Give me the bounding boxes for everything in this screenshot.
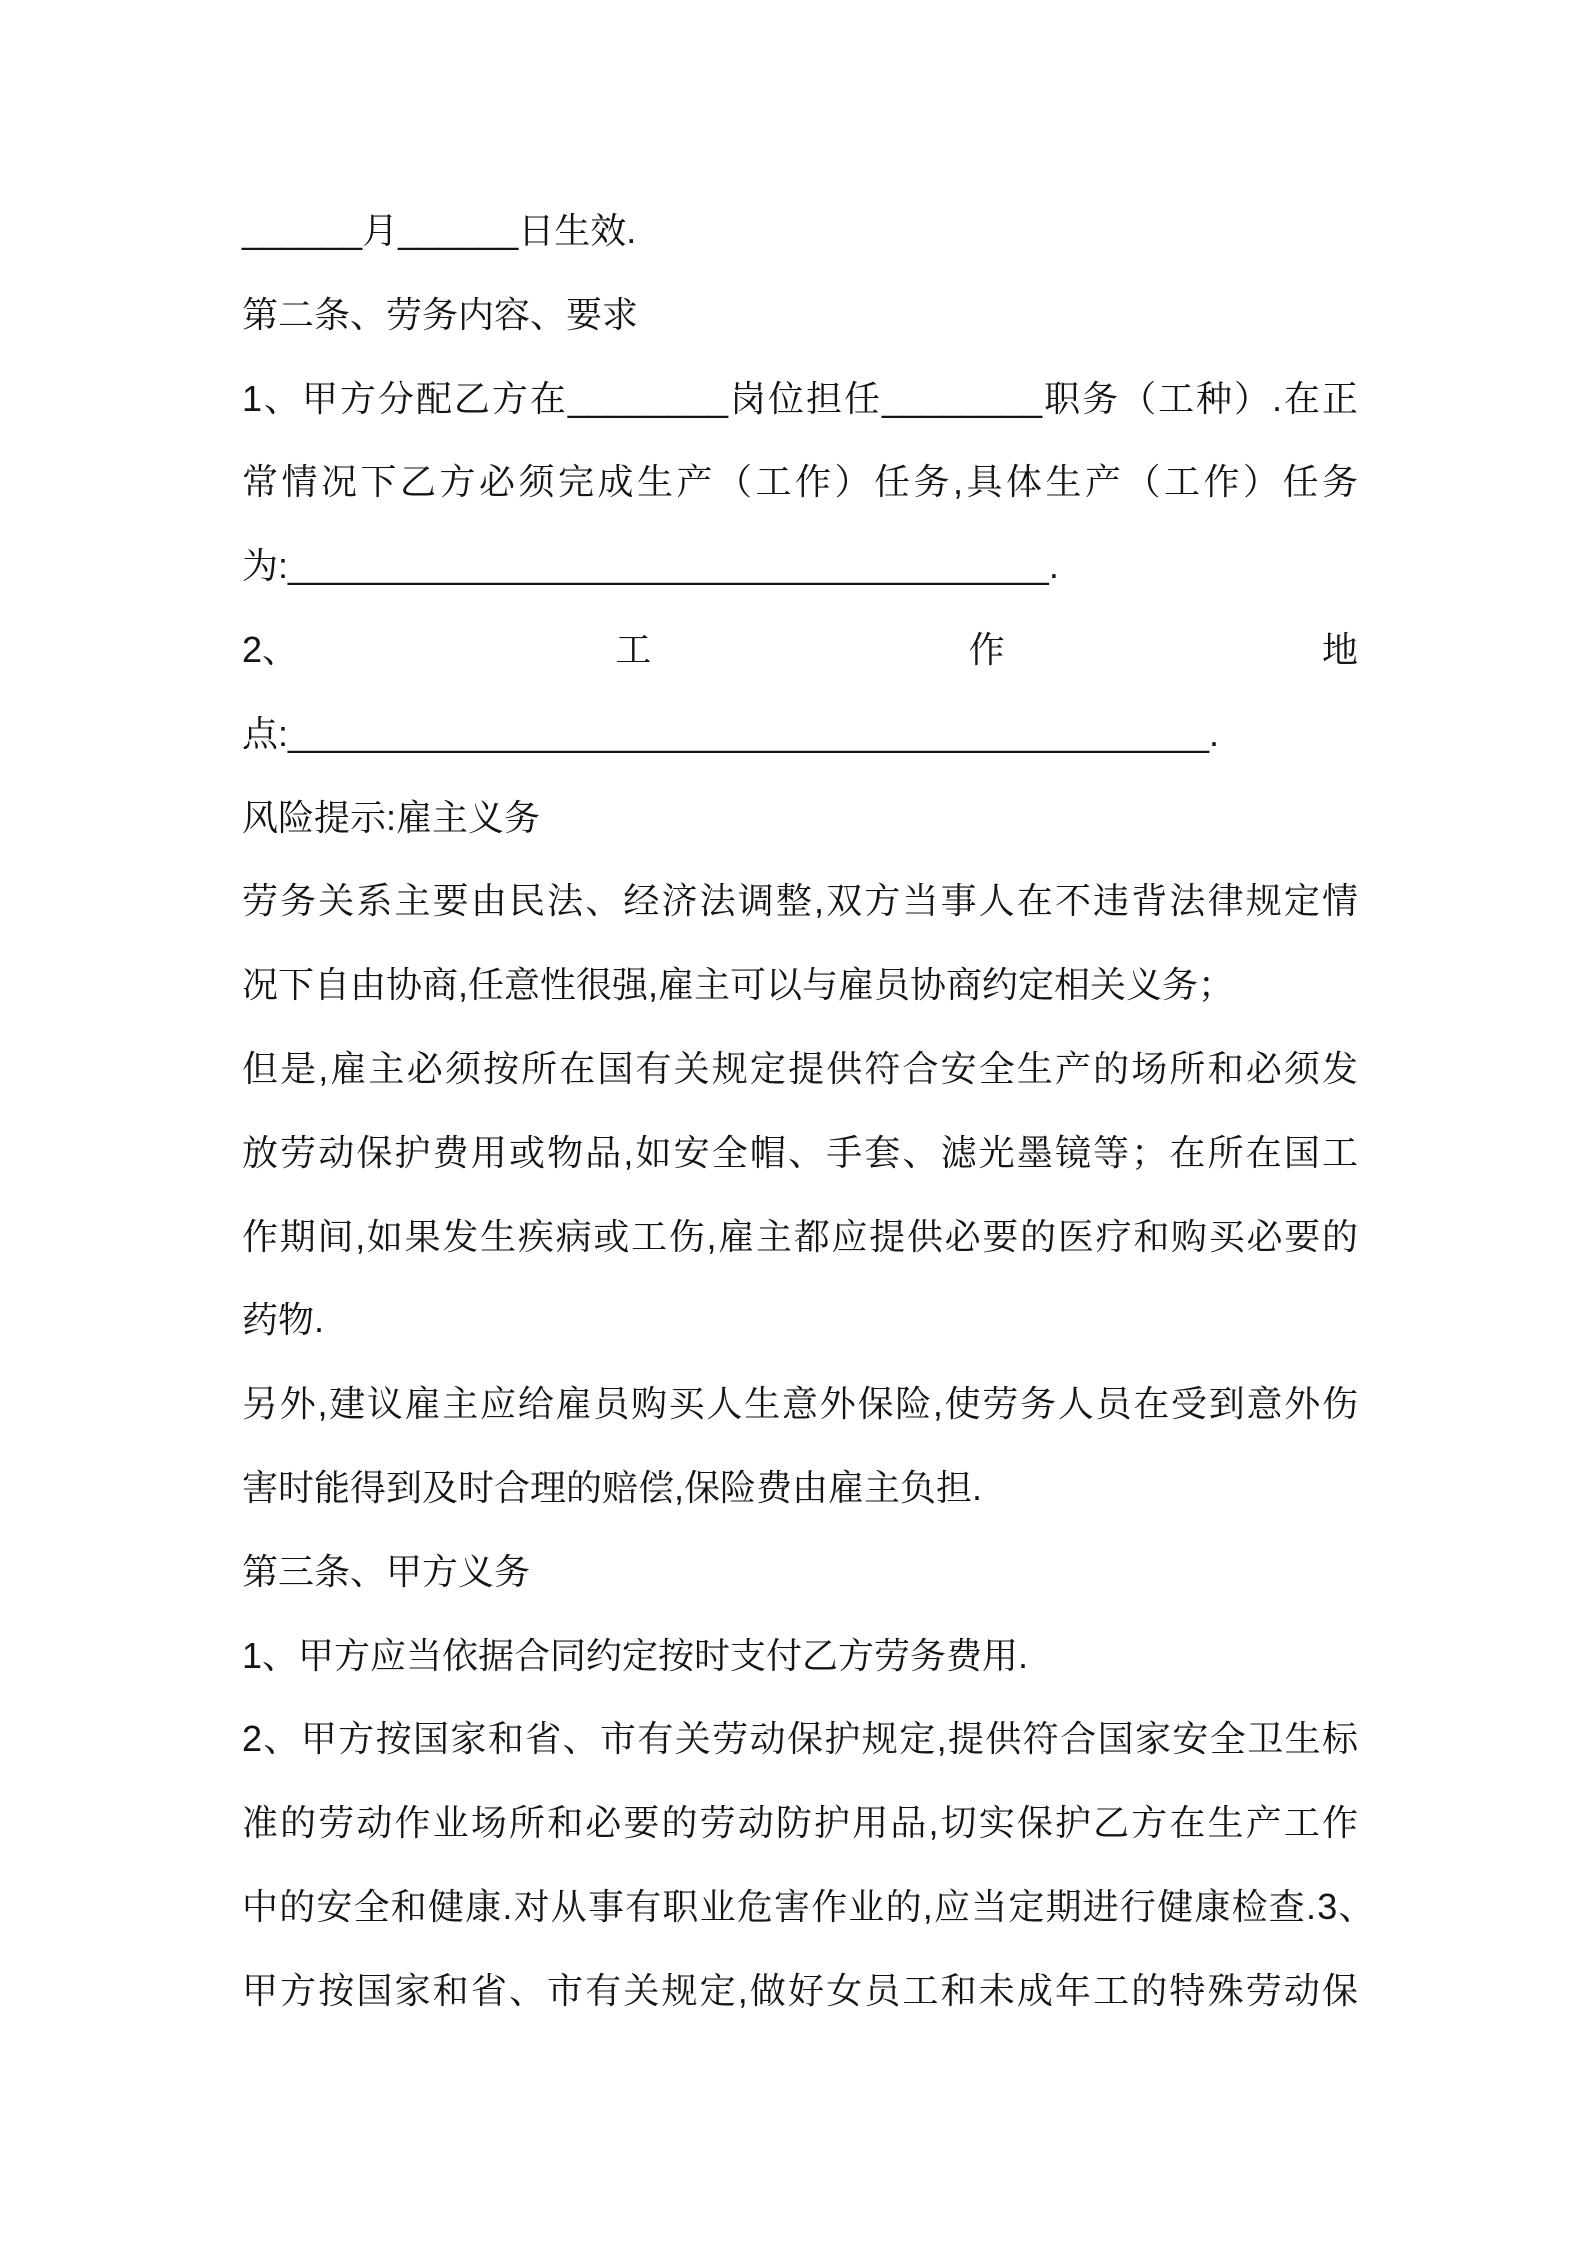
risk-notice-line: 劳务关系主要由民法、经济法调整,双方当事人在不违背法律规定情 — [242, 880, 1358, 922]
article-2-heading: 第二条、劳务内容、要求 — [242, 293, 639, 335]
article-3-clause-3-line: 甲方按国家和省、市有关规定,做好女员工和未成年工的特殊劳动保 — [242, 1969, 1358, 2011]
article-2-clause-1-line: 1、甲方分配乙方在________岗位担任________职务（工种）.在正 — [242, 377, 1358, 419]
risk-notice-line: 但是,雇主必须按所在国有关规定提供符合安全生产的场所和必须发 — [242, 1047, 1358, 1089]
risk-notice-line: 药物. — [242, 1299, 325, 1341]
risk-notice-line: 放劳动保护费用或物品,如安全帽、手套、滤光墨镜等；在所在国工 — [242, 1131, 1358, 1173]
effective-date-line: ______月______日生效. — [242, 210, 637, 251]
clause-2-token: 工 — [615, 628, 652, 670]
clause-2-token: 2、 — [242, 628, 299, 670]
clause-2-token: 地 — [1321, 628, 1358, 670]
article-3-clause-2-line: 2、甲方按国家和省、市有关劳动保护规定,提供符合国家安全卫生标 — [242, 1718, 1358, 1760]
risk-notice-line: 另外,建议雇主应给雇员购买人生意外保险,使劳务人员在受到意外伤 — [242, 1383, 1358, 1425]
risk-notice-heading: 风险提示:雇主义务 — [242, 796, 541, 838]
article-2 — [242, 189, 1358, 776]
article-3 — [242, 1530, 1376, 2033]
article-3-clause-2-line: 中的安全和健康.对从事有职业危害作业的,应当定期进行健康检查.3、 — [242, 1885, 1376, 1927]
risk-notice-line: 害时能得到及时合理的赔偿,保险费由雇主负担. — [242, 1466, 983, 1508]
article-2-clause-1-line: 为:______________________________________. — [242, 545, 1059, 587]
article-2-clause-2-continuation: 点:______________________________________________. — [242, 712, 1219, 754]
risk-notice-line: 况下自由协商,任意性很强,雇主可以与雇员协商约定相关义务； — [242, 964, 1235, 1006]
article-3-clause-1: 1、甲方应当依据合同约定按时支付乙方劳务费用. — [242, 1634, 1029, 1676]
article-2-clause-2-line — [242, 608, 1358, 692]
risk-notice-line: 作期间,如果发生疾病或工伤,雇主都应提供必要的医疗和购买必要的 — [242, 1215, 1358, 1257]
article-2-clause-1-line: 常情况下乙方必须完成生产（工作）任务,具体生产（工作）任务 — [242, 461, 1358, 503]
article-3-heading: 第三条、甲方义务 — [242, 1550, 531, 1592]
clause-2-token: 作 — [968, 628, 1005, 670]
article-3-clause-2-line: 准的劳动作业场所和必要的劳动防护用品,切实保护乙方在生产工作 — [242, 1802, 1358, 1844]
risk-notice — [242, 776, 1358, 1530]
document-body — [242, 189, 1376, 2033]
